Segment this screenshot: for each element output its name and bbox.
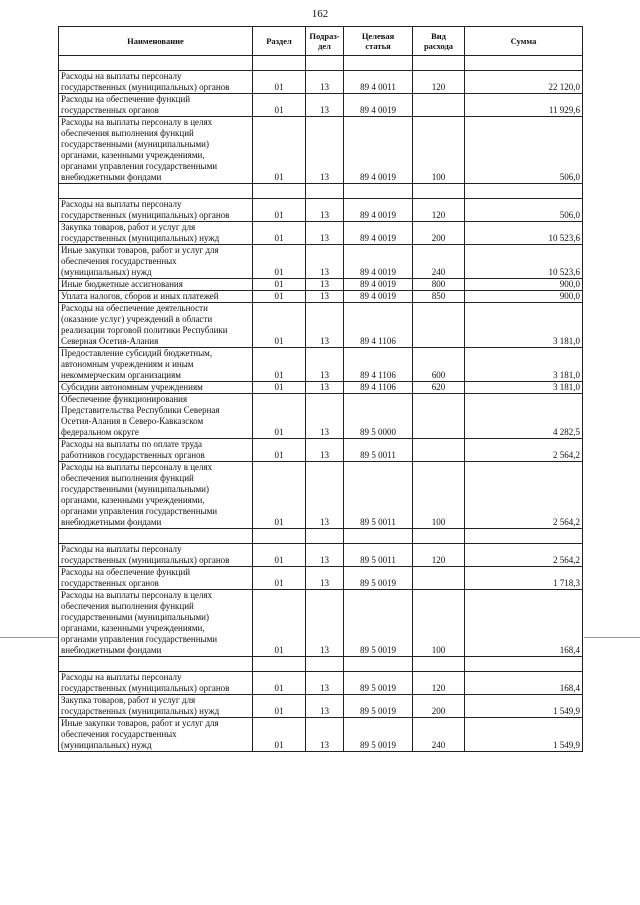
cell-expense-type: 120 bbox=[413, 672, 465, 695]
cell-name: Расходы на выплаты персоналу государственных (муниципальных) органов bbox=[59, 672, 253, 695]
cell-section: 01 bbox=[253, 199, 306, 222]
cell-expense-type: 240 bbox=[413, 245, 465, 279]
spacer-cell bbox=[413, 657, 465, 672]
cell-name: Расходы на выплаты персоналу в целях обеспечения выполнения функций государственными (муниципальными) органами, казенными учреждениями, органами управления государственными внебюджетными фондами bbox=[59, 590, 253, 657]
cell-subsection: 13 bbox=[306, 94, 344, 117]
table-row bbox=[59, 382, 583, 394]
table-spacer-row bbox=[59, 529, 583, 544]
cell-amount: 900,0 bbox=[465, 291, 583, 303]
cell-target-article: 89 4 0019 bbox=[344, 279, 413, 291]
table-row bbox=[59, 245, 583, 279]
spacer-cell bbox=[465, 56, 583, 71]
spacer-cell bbox=[59, 184, 253, 199]
cell-subsection: 13 bbox=[306, 567, 344, 590]
cell-expense-type: 620 bbox=[413, 382, 465, 394]
column-header-name: Наименование bbox=[59, 27, 253, 56]
cell-subsection: 13 bbox=[306, 695, 344, 718]
table-row bbox=[59, 117, 583, 184]
cell-expense-type: 120 bbox=[413, 544, 465, 567]
cell-name: Иные закупки товаров, работ и услуг для обеспечения государственных (муниципальных) нужд bbox=[59, 718, 253, 752]
cell-amount: 10 523,6 bbox=[465, 222, 583, 245]
table-body bbox=[59, 56, 583, 752]
cell-name: Предоставление субсидий бюджетным, автономным учреждениям и иным некоммерческим организациям bbox=[59, 348, 253, 382]
cell-subsection: 13 bbox=[306, 222, 344, 245]
table-row bbox=[59, 199, 583, 222]
cell-target-article: 89 4 0019 bbox=[344, 222, 413, 245]
cell-target-article: 89 5 0019 bbox=[344, 567, 413, 590]
cell-target-article: 89 5 0019 bbox=[344, 590, 413, 657]
table-row bbox=[59, 718, 583, 752]
cell-amount: 2 564,2 bbox=[465, 439, 583, 462]
cell-subsection: 13 bbox=[306, 544, 344, 567]
spacer-cell bbox=[306, 529, 344, 544]
cell-subsection: 13 bbox=[306, 348, 344, 382]
cell-name: Расходы на выплаты по оплате труда работников государственных органов bbox=[59, 439, 253, 462]
cell-section: 01 bbox=[253, 303, 306, 348]
cell-expense-type: 100 bbox=[413, 117, 465, 184]
cell-amount: 11 929,6 bbox=[465, 94, 583, 117]
cell-expense-type: 600 bbox=[413, 348, 465, 382]
column-header-subsection: Подраз- дел bbox=[306, 27, 344, 56]
cell-name: Расходы на выплаты персоналу государственных (муниципальных) органов bbox=[59, 71, 253, 94]
cell-target-article: 89 4 0011 bbox=[344, 71, 413, 94]
table-header-row bbox=[59, 27, 583, 56]
cell-section: 01 bbox=[253, 382, 306, 394]
spacer-cell bbox=[59, 56, 253, 71]
cell-name: Закупка товаров, работ и услуг для государственных (муниципальных) нужд bbox=[59, 695, 253, 718]
cell-target-article: 89 5 0019 bbox=[344, 672, 413, 695]
page-number: 162 bbox=[311, 8, 329, 20]
cell-name: Расходы на выплаты персоналу в целях обеспечения выполнения функций государственными (муниципальными) органами, казенными учреждениями, органами управления государственными внебюджетными фондами bbox=[59, 462, 253, 529]
cell-amount: 2 564,2 bbox=[465, 544, 583, 567]
cell-expense-type: 800 bbox=[413, 279, 465, 291]
cell-section: 01 bbox=[253, 567, 306, 590]
cell-expense-type: 200 bbox=[413, 222, 465, 245]
cell-expense-type bbox=[413, 567, 465, 590]
cell-amount: 3 181,0 bbox=[465, 303, 583, 348]
cell-expense-type bbox=[413, 303, 465, 348]
cell-amount: 506,0 bbox=[465, 199, 583, 222]
cell-subsection: 13 bbox=[306, 199, 344, 222]
table-row bbox=[59, 439, 583, 462]
cell-target-article: 89 5 0000 bbox=[344, 394, 413, 439]
cell-section: 01 bbox=[253, 718, 306, 752]
cell-section: 01 bbox=[253, 394, 306, 439]
spacer-cell bbox=[253, 184, 306, 199]
cell-subsection: 13 bbox=[306, 394, 344, 439]
cell-subsection: 13 bbox=[306, 245, 344, 279]
table-row bbox=[59, 544, 583, 567]
scan-artifact-line bbox=[0, 637, 58, 638]
cell-expense-type: 240 bbox=[413, 718, 465, 752]
cell-section: 01 bbox=[253, 590, 306, 657]
cell-amount: 3 181,0 bbox=[465, 382, 583, 394]
cell-target-article: 89 4 0019 bbox=[344, 94, 413, 117]
cell-expense-type: 120 bbox=[413, 199, 465, 222]
table-row bbox=[59, 672, 583, 695]
cell-name: Иные бюджетные ассигнования bbox=[59, 279, 253, 291]
cell-subsection: 13 bbox=[306, 291, 344, 303]
cell-name: Иные закупки товаров, работ и услуг для обеспечения государственных (муниципальных) нужд bbox=[59, 245, 253, 279]
table-spacer-row bbox=[59, 56, 583, 71]
cell-expense-type bbox=[413, 439, 465, 462]
cell-section: 01 bbox=[253, 94, 306, 117]
cell-section: 01 bbox=[253, 291, 306, 303]
cell-subsection: 13 bbox=[306, 672, 344, 695]
cell-section: 01 bbox=[253, 544, 306, 567]
column-header-expense-type: Вид расхода bbox=[413, 27, 465, 56]
spacer-cell bbox=[306, 657, 344, 672]
cell-name: Уплата налогов, сборов и иных платежей bbox=[59, 291, 253, 303]
column-header-section: Раздел bbox=[253, 27, 306, 56]
cell-subsection: 13 bbox=[306, 71, 344, 94]
cell-target-article: 89 4 1106 bbox=[344, 382, 413, 394]
spacer-cell bbox=[306, 56, 344, 71]
cell-subsection: 13 bbox=[306, 590, 344, 657]
table-row bbox=[59, 462, 583, 529]
table-row bbox=[59, 71, 583, 94]
cell-subsection: 13 bbox=[306, 382, 344, 394]
cell-expense-type bbox=[413, 94, 465, 117]
cell-section: 01 bbox=[253, 71, 306, 94]
cell-target-article: 89 4 0019 bbox=[344, 291, 413, 303]
cell-target-article: 89 4 0019 bbox=[344, 245, 413, 279]
cell-subsection: 13 bbox=[306, 462, 344, 529]
spacer-cell bbox=[59, 657, 253, 672]
cell-subsection: 13 bbox=[306, 303, 344, 348]
table-row bbox=[59, 291, 583, 303]
spacer-cell bbox=[465, 529, 583, 544]
cell-target-article: 89 4 1106 bbox=[344, 303, 413, 348]
cell-section: 01 bbox=[253, 462, 306, 529]
spacer-cell bbox=[344, 657, 413, 672]
cell-section: 01 bbox=[253, 279, 306, 291]
cell-amount: 3 181,0 bbox=[465, 348, 583, 382]
cell-amount: 168,4 bbox=[465, 672, 583, 695]
table-row bbox=[59, 348, 583, 382]
column-header-target-article: Целевая статья bbox=[344, 27, 413, 56]
cell-section: 01 bbox=[253, 439, 306, 462]
cell-amount: 4 282,5 bbox=[465, 394, 583, 439]
table-row bbox=[59, 303, 583, 348]
table-spacer-row bbox=[59, 184, 583, 199]
spacer-cell bbox=[413, 184, 465, 199]
cell-name: Обеспечение функционирования Представительства Республики Северная Осетия-Алания в Северо-Кавказском федеральном округе bbox=[59, 394, 253, 439]
cell-amount: 1 549,9 bbox=[465, 695, 583, 718]
spacer-cell bbox=[306, 184, 344, 199]
cell-subsection: 13 bbox=[306, 117, 344, 184]
cell-expense-type: 120 bbox=[413, 71, 465, 94]
spacer-cell bbox=[465, 184, 583, 199]
cell-name: Субсидии автономным учреждениям bbox=[59, 382, 253, 394]
spacer-cell bbox=[413, 529, 465, 544]
cell-subsection: 13 bbox=[306, 718, 344, 752]
spacer-cell bbox=[253, 56, 306, 71]
cell-target-article: 89 4 1106 bbox=[344, 348, 413, 382]
table-row bbox=[59, 567, 583, 590]
cell-target-article: 89 4 0019 bbox=[344, 117, 413, 184]
cell-target-article: 89 5 0019 bbox=[344, 695, 413, 718]
cell-subsection: 13 bbox=[306, 439, 344, 462]
cell-name: Закупка товаров, работ и услуг для государственных (муниципальных) нужд bbox=[59, 222, 253, 245]
cell-amount: 168,4 bbox=[465, 590, 583, 657]
spacer-cell bbox=[465, 657, 583, 672]
table-spacer-row bbox=[59, 657, 583, 672]
cell-subsection: 13 bbox=[306, 279, 344, 291]
column-header-amount: Сумма bbox=[465, 27, 583, 56]
cell-name: Расходы на выплаты персоналу в целях обеспечения выполнения функций государственными (муниципальными) органами, казенными учреждениями, органами управления государственными внебюджетными фондами bbox=[59, 117, 253, 184]
cell-target-article: 89 4 0019 bbox=[344, 199, 413, 222]
cell-name: Расходы на обеспечение деятельности (оказание услуг) учреждений в области реализации торговой политики Республики Северная Осетия-Алания bbox=[59, 303, 253, 348]
cell-name: Расходы на обеспечение функций государственных органов bbox=[59, 94, 253, 117]
cell-amount: 22 120,0 bbox=[465, 71, 583, 94]
cell-expense-type: 100 bbox=[413, 590, 465, 657]
cell-section: 01 bbox=[253, 222, 306, 245]
spacer-cell bbox=[413, 56, 465, 71]
table-row bbox=[59, 394, 583, 439]
spacer-cell bbox=[344, 529, 413, 544]
table-row bbox=[59, 590, 583, 657]
cell-name: Расходы на выплаты персоналу государственных (муниципальных) органов bbox=[59, 544, 253, 567]
scan-artifact-line bbox=[584, 637, 640, 638]
cell-amount: 1 549,9 bbox=[465, 718, 583, 752]
cell-target-article: 89 5 0011 bbox=[344, 462, 413, 529]
spacer-cell bbox=[344, 56, 413, 71]
cell-name: Расходы на обеспечение функций государственных органов bbox=[59, 567, 253, 590]
spacer-cell bbox=[344, 184, 413, 199]
table-row bbox=[59, 222, 583, 245]
cell-amount: 900,0 bbox=[465, 279, 583, 291]
cell-amount: 2 564,2 bbox=[465, 462, 583, 529]
cell-expense-type: 200 bbox=[413, 695, 465, 718]
cell-expense-type bbox=[413, 394, 465, 439]
spacer-cell bbox=[253, 657, 306, 672]
cell-section: 01 bbox=[253, 348, 306, 382]
cell-expense-type: 100 bbox=[413, 462, 465, 529]
cell-amount: 10 523,6 bbox=[465, 245, 583, 279]
cell-amount: 1 718,3 bbox=[465, 567, 583, 590]
spacer-cell bbox=[59, 529, 253, 544]
cell-section: 01 bbox=[253, 695, 306, 718]
cell-section: 01 bbox=[253, 117, 306, 184]
spacer-cell bbox=[253, 529, 306, 544]
table-row bbox=[59, 94, 583, 117]
cell-expense-type: 850 bbox=[413, 291, 465, 303]
cell-target-article: 89 5 0011 bbox=[344, 439, 413, 462]
cell-target-article: 89 5 0019 bbox=[344, 718, 413, 752]
cell-target-article: 89 5 0011 bbox=[344, 544, 413, 567]
cell-section: 01 bbox=[253, 672, 306, 695]
table-row bbox=[59, 695, 583, 718]
cell-section: 01 bbox=[253, 245, 306, 279]
cell-name: Расходы на выплаты персоналу государственных (муниципальных) органов bbox=[59, 199, 253, 222]
budget-table bbox=[58, 26, 583, 752]
cell-amount: 506,0 bbox=[465, 117, 583, 184]
table-row bbox=[59, 279, 583, 291]
